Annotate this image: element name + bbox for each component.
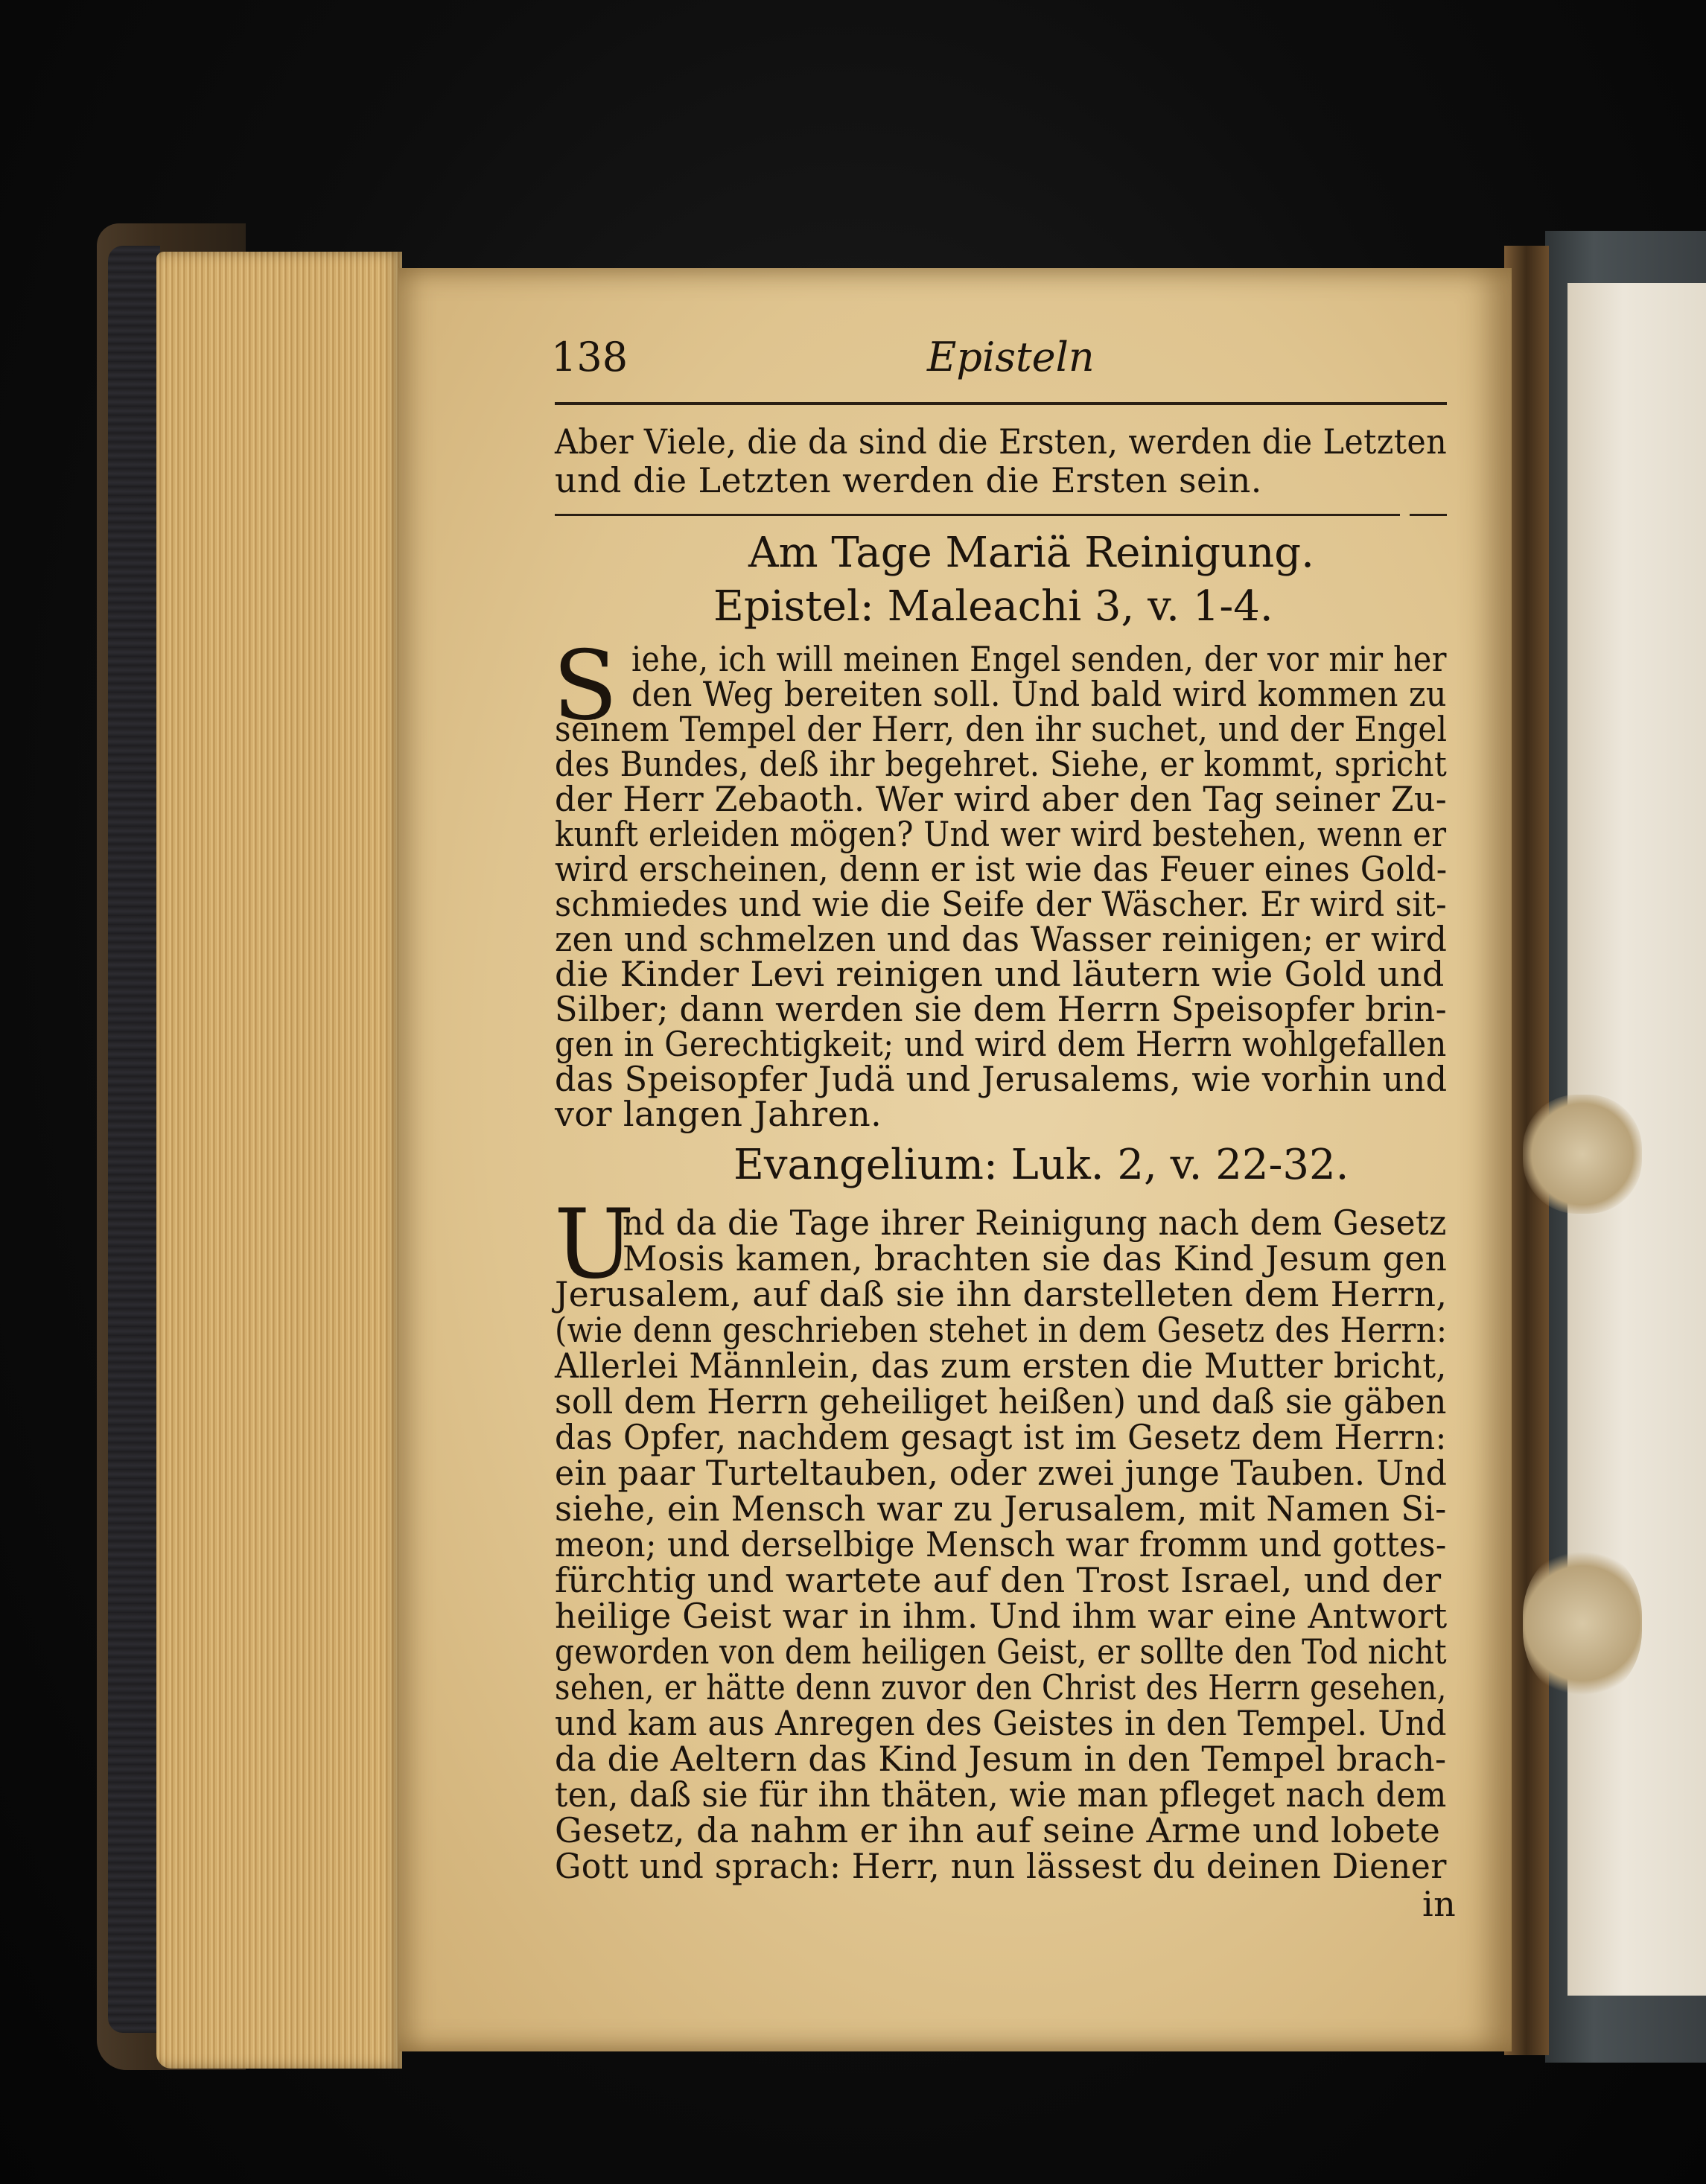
epistle-line: iehe, ich will meinen Engel senden, der vor mir her <box>631 639 1447 679</box>
gospel-line: geworden von dem heiligen Geist, er sollte den Tod nicht <box>555 1631 1447 1672</box>
gospel-line: meon; und derselbige Mensch war fromm und gottes- <box>555 1524 1447 1564</box>
carryover-line: Aber Viele, die da sind die Ersten, werden die Letzten <box>555 421 1448 462</box>
gospel-line: Jerusalem, auf daß sie ihn darstelleten dem Herrn, <box>555 1274 1448 1314</box>
page-number: 138 <box>551 334 628 381</box>
gospel-line: sehen, er hätte denn zuvor den Christ des Herrn gesehen, <box>555 1667 1447 1707</box>
gospel-line: Gesetz, da nahm er ihn auf seine Arme und lobete <box>555 1810 1441 1850</box>
section-rule-end <box>1410 514 1447 516</box>
gospel-line: siehe, ein Mensch war zu Jerusalem, mit Namen Si- <box>555 1489 1447 1529</box>
book-spine <box>108 246 160 2033</box>
epistle-line: die Kinder Levi reinigen und läutern wie Gold und <box>555 954 1445 994</box>
carryover-line: und die Letzten werden die Ersten sein. <box>555 460 1262 500</box>
epistle-heading: Epistel: Maleachi 3, v. 1-4. <box>713 582 1273 631</box>
gospel-line: Allerlei Männlein, das zum ersten die Mutter bricht, <box>555 1346 1447 1386</box>
epistle-line: Silber; dann werden sie dem Herrn Speisopfer brin- <box>555 989 1448 1029</box>
gospel-line: fürchtig und wartete auf den Trost Israel, und der <box>555 1560 1442 1600</box>
section-rule <box>555 514 1400 516</box>
gospel-line: da die Aeltern das Kind Jesum in den Tempel brach- <box>555 1739 1447 1779</box>
torn-paper-fragment <box>1523 1549 1642 1698</box>
gospel-dropcap: U <box>554 1189 634 1300</box>
gospel-line: und kam aus Anregen des Geistes in den Tempel. Und <box>555 1703 1447 1743</box>
gospel-line: ein paar Turteltauben, oder zwei junge Tauben. Und <box>555 1453 1448 1493</box>
epistle-dropcap: S <box>553 631 618 742</box>
header-rule <box>555 402 1447 405</box>
epistle-line: kunft erleiden mögen? Und wer wird bestehen, wenn er <box>555 814 1447 854</box>
gospel-line: Gott und sprach: Herr, nun lässest du deinen Diener <box>555 1846 1447 1886</box>
gospel-heading: Evangelium: Luk. 2, v. 22-32. <box>733 1141 1349 1189</box>
section-title: Am Tage Mariä Reinigung. <box>748 529 1314 577</box>
page-edges <box>156 252 402 2069</box>
epistle-line: seinem Tempel der Herr, den ihr suchet, und der Engel <box>555 709 1448 749</box>
epistle-line: das Speisopfer Judä und Jerusalems, wie vorhin und <box>555 1059 1448 1099</box>
epistle-line: des Bundes, deß ihr begehret. Siehe, er kommt, spricht <box>555 744 1448 784</box>
gospel-line: heilige Geist war in ihm. Und ihm war eine Antwort <box>555 1596 1448 1636</box>
gospel-line: ten, daß sie für ihn thäten, wie man pfleget nach dem <box>555 1774 1447 1815</box>
torn-paper-fragment <box>1523 1095 1642 1214</box>
running-head: Episteln <box>927 334 1095 381</box>
gospel-line: nd da die Tage ihrer Reinigung nach dem Gesetz <box>623 1203 1447 1243</box>
epistle-line: den Weg bereiten soll. Und bald wird kommen zu <box>631 674 1447 714</box>
catchword: in <box>1422 1884 1457 1924</box>
gospel-line: Mosis kamen, brachten sie das Kind Jesum gen <box>623 1238 1448 1279</box>
gospel-line: soll dem Herrn geheiliget heißen) und daß sie gäben <box>555 1381 1447 1421</box>
epistle-line: schmiedes und wie die Seife der Wäscher. Er wird sit- <box>555 884 1448 924</box>
epistle-line: zen und schmelzen und das Wasser reinigen; er wird <box>555 919 1448 959</box>
epistle-line: wird erscheinen, denn er ist wie das Feuer eines Gold- <box>555 849 1448 889</box>
gospel-line: (wie denn geschrieben stehet in dem Gesetz des Herrn: <box>555 1310 1448 1350</box>
gospel-line: das Opfer, nachdem gesagt ist im Gesetz dem Herrn: <box>555 1417 1447 1457</box>
epistle-line: vor langen Jahren. <box>555 1094 882 1134</box>
epistle-line: gen in Gerechtigkeit; und wird dem Herrn wohlgefallen <box>555 1024 1447 1064</box>
epistle-line: der Herr Zebaoth. Wer wird aber den Tag seiner Zu- <box>555 779 1448 819</box>
